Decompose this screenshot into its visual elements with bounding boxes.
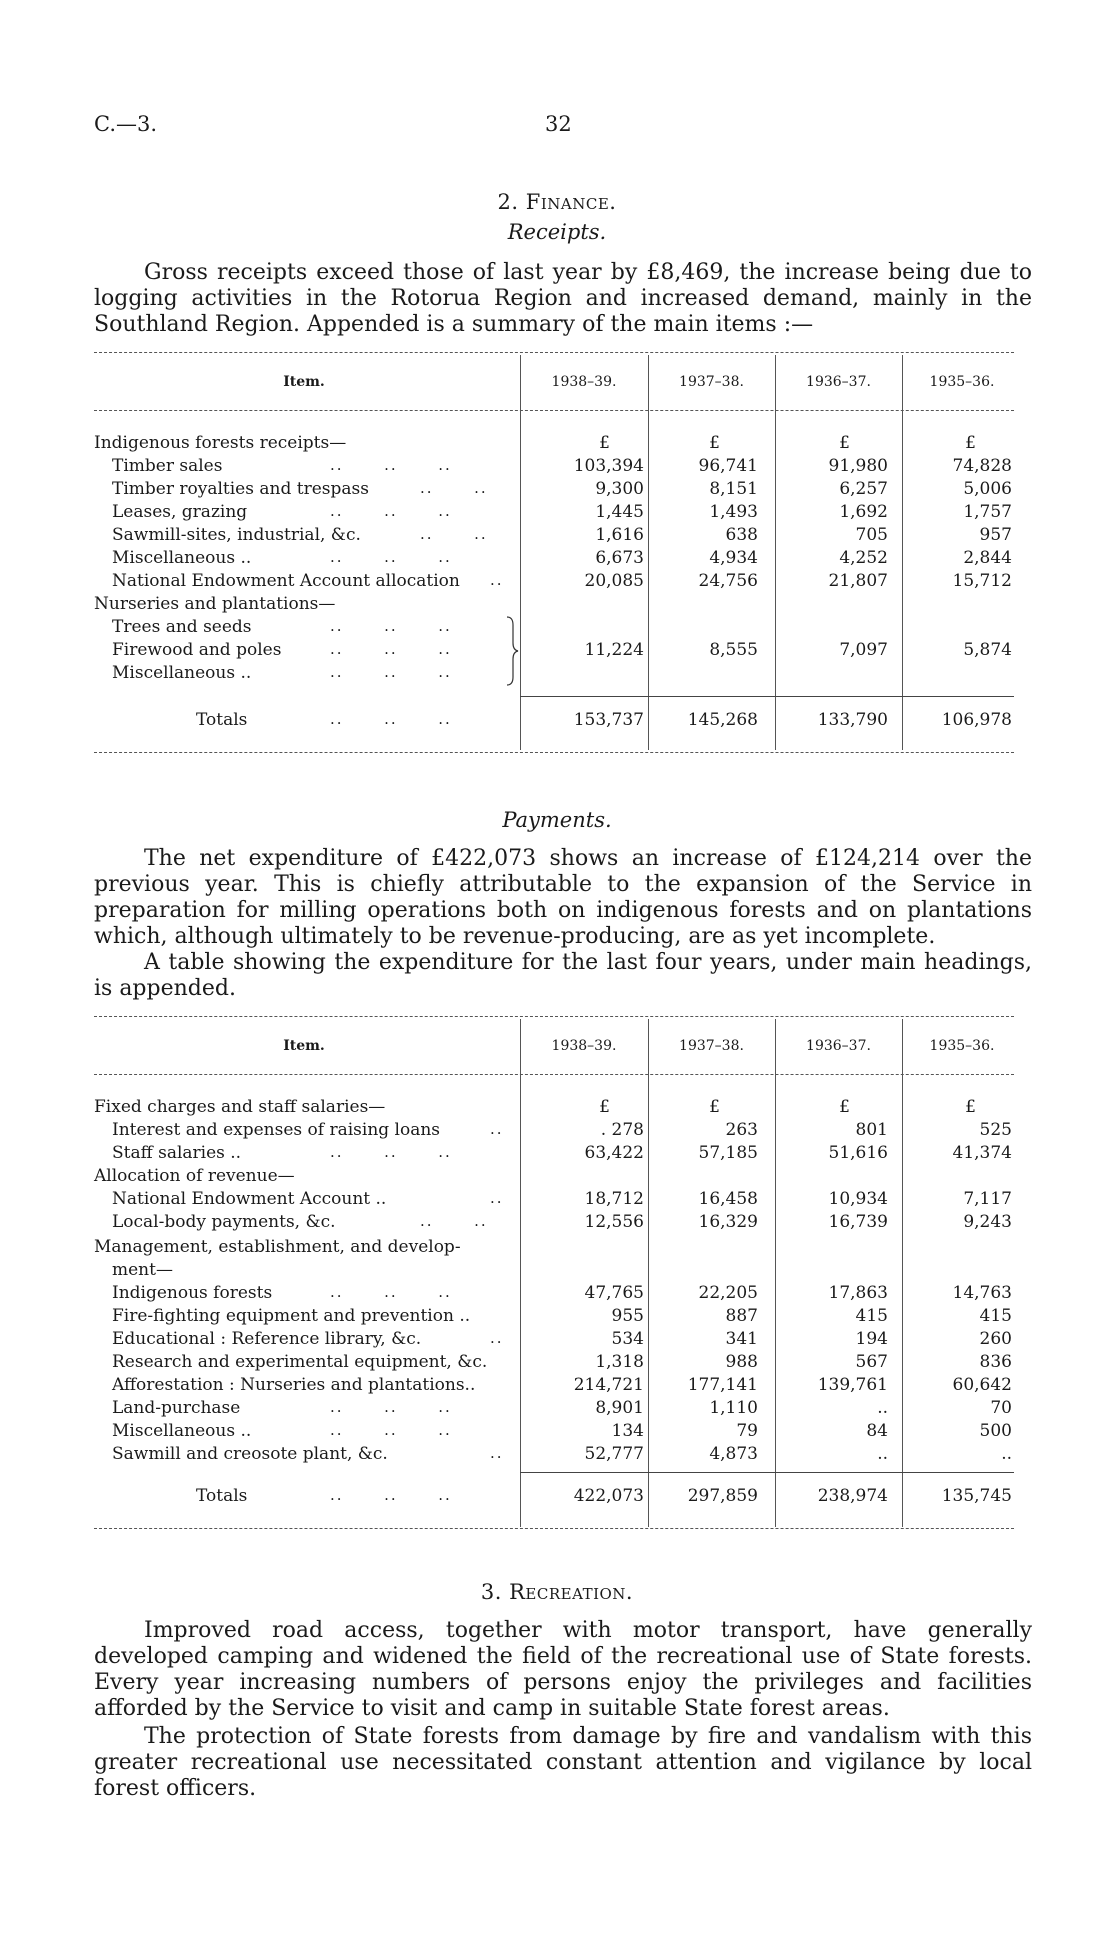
payments-text-1: The net expenditure of £422,073 shows an increase of £124,214 over the previous year. This is chiefly attributable to the expansion of the Service in preparation for milling operations both on indigenous forests and on plantations which, although ultimately to be revenue-producing, are as yet incomplete. bbox=[94, 846, 1032, 949]
cell: 500 bbox=[979, 1421, 1012, 1441]
row-label: National Endowment Account .. bbox=[112, 1189, 387, 1209]
cell: 415 bbox=[855, 1306, 888, 1326]
leader-dots: .. .. .. bbox=[330, 1143, 452, 1161]
cell: 705 bbox=[855, 525, 888, 545]
cell: 534 bbox=[611, 1329, 644, 1349]
column-header-1935: 1935–36. bbox=[929, 374, 995, 390]
currency-symbol: £ bbox=[709, 1097, 720, 1117]
cell: 1,493 bbox=[709, 502, 758, 522]
currency-symbol: £ bbox=[709, 433, 720, 453]
cell: 6,257 bbox=[839, 479, 888, 499]
cell: 17,863 bbox=[828, 1283, 888, 1303]
row-label: Local-body payments, &c. bbox=[112, 1212, 336, 1232]
currency-symbol: £ bbox=[965, 433, 976, 453]
recreation-heading: 3. Recreation. bbox=[480, 1580, 634, 1604]
cell: 16,329 bbox=[698, 1212, 758, 1232]
cell: 341 bbox=[725, 1329, 758, 1349]
row-label: Miscellaneous .. bbox=[112, 548, 252, 568]
cell: 638 bbox=[725, 525, 758, 545]
table-rule bbox=[94, 410, 1014, 411]
leader-dots: .. bbox=[490, 1120, 504, 1138]
column-header-1936: 1936–37. bbox=[806, 374, 871, 390]
row-label: Research and experimental equipment, &c. bbox=[112, 1352, 488, 1372]
cell: 10,934 bbox=[828, 1189, 888, 1209]
total-cell: 133,790 bbox=[817, 710, 888, 730]
group-label: Fixed charges and staff salaries— bbox=[94, 1097, 386, 1117]
row-label: Firewood and poles bbox=[112, 640, 282, 660]
cell: 1,616 bbox=[595, 525, 644, 545]
currency-symbol: £ bbox=[599, 1097, 610, 1117]
receipts-text: Gross receipts exceed those of last year by £8,469, the increase being due to logging activities in the Rotorua Region and increased demand, mainly in the Southland Region. Appended is a summary of the main items :— bbox=[94, 260, 1032, 337]
cell: 79 bbox=[736, 1421, 758, 1441]
currency-symbol: £ bbox=[839, 433, 850, 453]
cell: 63,422 bbox=[584, 1143, 644, 1163]
payments-text-2: A table showing the expenditure for the last four years, under main headings, is appended. bbox=[94, 950, 1032, 1001]
column-divider bbox=[775, 355, 776, 750]
cell: 4,934 bbox=[709, 548, 758, 568]
cell: .. bbox=[877, 1444, 888, 1464]
row-label: Interest and expenses of raising loans bbox=[112, 1120, 441, 1140]
payments-paragraph-1 bbox=[94, 846, 1032, 950]
table-rule bbox=[94, 1016, 1014, 1017]
row-label: Miscellaneous .. bbox=[112, 663, 252, 683]
cell: 8,151 bbox=[709, 479, 758, 499]
cell: 18,712 bbox=[584, 1189, 644, 1209]
recreation-paragraph-1 bbox=[94, 1618, 1032, 1722]
cell: 12,556 bbox=[584, 1212, 644, 1232]
receipts-heading: Receipts. bbox=[507, 220, 607, 244]
cell: 988 bbox=[725, 1352, 758, 1372]
cell: 84 bbox=[866, 1421, 888, 1441]
cell: 887 bbox=[725, 1306, 758, 1326]
cell: 11,224 bbox=[584, 640, 644, 660]
cell: 263 bbox=[725, 1120, 758, 1140]
cell: 96,741 bbox=[698, 456, 758, 476]
leader-dots: .. .. bbox=[420, 479, 488, 497]
cell: 70 bbox=[990, 1398, 1012, 1418]
curly-brace bbox=[505, 615, 519, 687]
cell: 91,980 bbox=[828, 456, 888, 476]
leader-dots: .. .. .. bbox=[330, 1398, 452, 1416]
cell: 20,085 bbox=[584, 571, 644, 591]
cell: 567 bbox=[855, 1352, 888, 1372]
cell: 801 bbox=[855, 1120, 888, 1140]
cell: 2,844 bbox=[963, 548, 1012, 568]
cell: 16,739 bbox=[828, 1212, 888, 1232]
row-label: Sawmill-sites, industrial, &c. bbox=[112, 525, 361, 545]
totals-label: Totals bbox=[196, 710, 248, 730]
cell: 1,445 bbox=[595, 502, 644, 522]
cell: 957 bbox=[979, 525, 1012, 545]
totals-rule bbox=[520, 1472, 1014, 1473]
leader-dots: .. .. .. bbox=[330, 456, 452, 474]
leader-dots: .. bbox=[490, 1444, 504, 1462]
recreation-text-1: Improved road access, together with motor transport, have generally developed camping and widened the field of the recreational use of State forests. Every year increasing numbers of persons enjoy the privileges and facilities afforded by the Service to visit and camp in suitable State forest areas. bbox=[94, 1618, 1032, 1721]
row-label: Land-purchase bbox=[112, 1398, 241, 1418]
cell: 1,757 bbox=[963, 502, 1012, 522]
column-header-item: Item. bbox=[283, 1038, 325, 1054]
column-divider bbox=[902, 1019, 903, 1527]
cell: 52,777 bbox=[584, 1444, 644, 1464]
row-label: Indigenous forests bbox=[112, 1283, 273, 1303]
cell: 74,828 bbox=[952, 456, 1012, 476]
cell: 955 bbox=[611, 1306, 644, 1326]
finance-heading: 2. Finance. bbox=[497, 190, 617, 214]
cell: 260 bbox=[979, 1329, 1012, 1349]
cell: 8,555 bbox=[709, 640, 758, 660]
page-number: 32 bbox=[545, 112, 572, 136]
leader-dots: .. .. .. bbox=[330, 1421, 452, 1439]
cell: 8,901 bbox=[595, 1398, 644, 1418]
payments-heading: Payments. bbox=[502, 808, 612, 832]
currency-symbol: £ bbox=[839, 1097, 850, 1117]
column-divider bbox=[775, 1019, 776, 1527]
cell: 9,300 bbox=[595, 479, 644, 499]
leader-dots: .. bbox=[490, 1329, 504, 1347]
recreation-paragraph-2 bbox=[94, 1724, 1032, 1802]
group-label: Indigenous forests receipts— bbox=[94, 433, 347, 453]
table-rule bbox=[94, 352, 1014, 353]
cell: 836 bbox=[979, 1352, 1012, 1372]
recreation-text-2: The protection of State forests from damage by fire and vandalism with this greater recreational use necessitated constant attention and vigilance by local forest officers. bbox=[94, 1724, 1032, 1801]
table-rule bbox=[94, 1528, 1014, 1529]
cell: 5,874 bbox=[963, 640, 1012, 660]
cell: 177,141 bbox=[687, 1375, 758, 1395]
column-header-1938: 1938–39. bbox=[551, 374, 617, 390]
cell: 415 bbox=[979, 1306, 1012, 1326]
table-rule bbox=[94, 1074, 1014, 1075]
leader-dots: .. .. .. bbox=[330, 502, 452, 520]
row-label: Timber royalties and trespass bbox=[112, 479, 369, 499]
cell: 16,458 bbox=[698, 1189, 758, 1209]
total-cell: 145,268 bbox=[687, 710, 758, 730]
cell: 1,692 bbox=[839, 502, 888, 522]
payments-paragraph-2 bbox=[94, 950, 1032, 1002]
total-cell: 238,974 bbox=[817, 1486, 888, 1506]
cell: 22,205 bbox=[698, 1283, 758, 1303]
cell: .. bbox=[877, 1398, 888, 1418]
cell: 4,873 bbox=[709, 1444, 758, 1464]
cell: 14,763 bbox=[952, 1283, 1012, 1303]
column-header-item: Item. bbox=[283, 374, 325, 390]
column-header-1938: 1938–39. bbox=[551, 1038, 617, 1054]
column-header-1937: 1937–38. bbox=[679, 374, 744, 390]
column-divider bbox=[648, 355, 649, 750]
cell: 1,110 bbox=[709, 1398, 758, 1418]
cell: .. bbox=[1001, 1444, 1012, 1464]
leader-dots: .. .. .. bbox=[330, 617, 452, 635]
cell: 15,712 bbox=[952, 571, 1012, 591]
cell: 7,117 bbox=[963, 1189, 1012, 1209]
cell: 134 bbox=[611, 1421, 644, 1441]
cell: 57,185 bbox=[698, 1143, 758, 1163]
column-header-1937: 1937–38. bbox=[679, 1038, 744, 1054]
cell: 7,097 bbox=[839, 640, 888, 660]
leader-dots: .. .. .. bbox=[330, 663, 452, 681]
cell: 103,394 bbox=[573, 456, 644, 476]
leader-dots: .. .. .. bbox=[330, 1283, 452, 1301]
group-label: Nurseries and plantations— bbox=[94, 594, 336, 614]
leader-dots: .. .. bbox=[420, 1212, 488, 1230]
cell: 5,006 bbox=[963, 479, 1012, 499]
cell: 9,243 bbox=[963, 1212, 1012, 1232]
currency-symbol: £ bbox=[599, 433, 610, 453]
totals-rule bbox=[520, 696, 1014, 697]
column-header-1936: 1936–37. bbox=[806, 1038, 871, 1054]
cell: 525 bbox=[979, 1120, 1012, 1140]
cell: 51,616 bbox=[828, 1143, 888, 1163]
cell: 4,252 bbox=[839, 548, 888, 568]
leader-dots: .. .. bbox=[420, 525, 488, 543]
cell: 47,765 bbox=[584, 1283, 644, 1303]
row-label: Miscellaneous .. bbox=[112, 1421, 252, 1441]
cell: 139,761 bbox=[817, 1375, 888, 1395]
group-label: Allocation of revenue— bbox=[94, 1166, 295, 1186]
row-label: Afforestation : Nurseries and plantations.. bbox=[112, 1375, 476, 1395]
total-cell: 422,073 bbox=[573, 1486, 644, 1506]
cell: . 278 bbox=[600, 1120, 644, 1140]
leader-dots: .. .. .. bbox=[330, 710, 452, 728]
currency-symbol: £ bbox=[965, 1097, 976, 1117]
row-label: Fire-fighting equipment and prevention .. bbox=[112, 1306, 471, 1326]
cell: 24,756 bbox=[698, 571, 758, 591]
row-label: National Endowment Account allocation bbox=[112, 571, 460, 591]
row-label: Educational : Reference library, &c. bbox=[112, 1329, 422, 1349]
cell: 6,673 bbox=[595, 548, 644, 568]
cell: 1,318 bbox=[595, 1352, 644, 1372]
row-label: Staff salaries .. bbox=[112, 1143, 242, 1163]
total-cell: 297,859 bbox=[687, 1486, 758, 1506]
leader-dots: .. bbox=[490, 1189, 504, 1207]
column-divider bbox=[902, 355, 903, 750]
group-label-continued: ment— bbox=[112, 1260, 173, 1280]
group-label: Management, establishment, and develop- bbox=[94, 1237, 461, 1257]
total-cell: 153,737 bbox=[573, 710, 644, 730]
table-rule bbox=[94, 752, 1014, 753]
cell: 21,807 bbox=[828, 571, 888, 591]
leader-dots: .. .. .. bbox=[330, 548, 452, 566]
leader-dots: .. .. .. bbox=[330, 640, 452, 658]
report-code: C.—3. bbox=[94, 112, 158, 136]
totals-label: Totals bbox=[196, 1486, 248, 1506]
cell: 60,642 bbox=[952, 1375, 1012, 1395]
receipts-paragraph bbox=[94, 260, 1032, 338]
row-label: Sawmill and creosote plant, &c. bbox=[112, 1444, 388, 1464]
total-cell: 106,978 bbox=[941, 710, 1012, 730]
leader-dots: .. .. .. bbox=[330, 1486, 452, 1504]
cell: 194 bbox=[855, 1329, 888, 1349]
leader-dots: .. bbox=[490, 571, 504, 589]
column-divider bbox=[648, 1019, 649, 1527]
column-header-1935: 1935–36. bbox=[929, 1038, 995, 1054]
row-label: Leases, grazing bbox=[112, 502, 248, 522]
row-label: Trees and seeds bbox=[112, 617, 252, 637]
cell: 214,721 bbox=[573, 1375, 644, 1395]
row-label: Timber sales bbox=[112, 456, 223, 476]
total-cell: 135,745 bbox=[941, 1486, 1012, 1506]
cell: 41,374 bbox=[952, 1143, 1012, 1163]
